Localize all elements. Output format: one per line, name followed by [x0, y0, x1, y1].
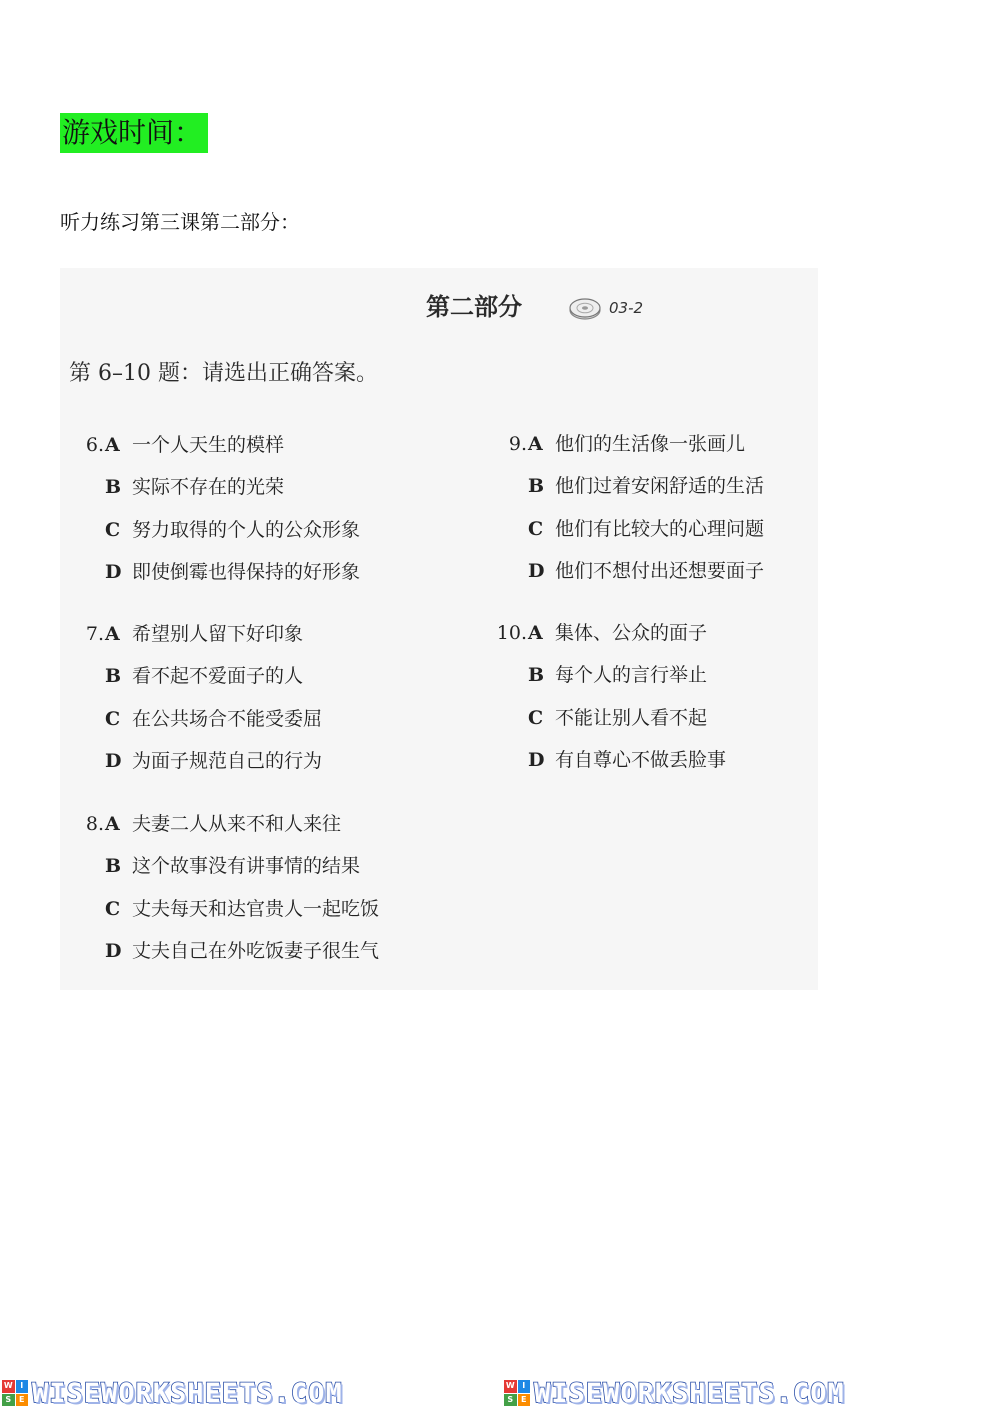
option-text: 丈夫每天和达官贵人一起吃饭 [132, 897, 380, 920]
option-letter: D [528, 749, 545, 772]
option-row [60, 706, 420, 748]
option-row [60, 748, 420, 790]
option-row [60, 474, 420, 516]
option-text: 一个人天生的模样 [132, 434, 285, 456]
option-letter: A [105, 434, 120, 456]
logo-letter: I [518, 1380, 531, 1393]
brand-watermark [504, 1378, 845, 1408]
option-text: 有自尊心不做丢脸事 [555, 749, 727, 772]
question-10 [483, 620, 843, 790]
option-row [60, 938, 420, 980]
option-row [483, 473, 843, 515]
option-letter: A [528, 622, 543, 644]
option-text: 他们的生活像一张画儿 [555, 433, 746, 455]
wiseworksheets-logo-icon [504, 1380, 530, 1406]
option-letter: C [105, 518, 121, 541]
option-row [483, 662, 843, 704]
question-9 [483, 431, 843, 601]
option-row [483, 558, 843, 600]
option-letter: A [105, 813, 120, 835]
option-text: 看不起不爱面子的人 [132, 665, 304, 688]
section-title: 第二部分 [426, 293, 522, 321]
option-letter: B [528, 664, 545, 687]
option-row [60, 559, 420, 601]
option-text: 不能让别人看不起 [555, 706, 708, 729]
logo-letter: E [518, 1394, 531, 1407]
option-text: 他们不想付出还想要面子 [555, 560, 765, 583]
option-letter: D [105, 561, 122, 584]
option-row [483, 620, 843, 662]
logo-letter: W [504, 1380, 517, 1393]
option-letter: D [105, 750, 122, 773]
question-number: 6. [85, 434, 104, 456]
option-text: 夫妻二人从来不和人来往 [132, 813, 342, 835]
option-letter: B [105, 476, 122, 499]
footer-watermark [0, 1372, 1000, 1413]
option-letter: A [528, 433, 543, 455]
option-letter: C [105, 897, 121, 920]
question-number: 8. [85, 813, 104, 835]
option-text: 实际不存在的光荣 [132, 476, 285, 499]
question-6 [60, 432, 420, 602]
option-letter: B [105, 665, 122, 688]
option-row [483, 705, 843, 747]
option-letter: B [105, 855, 122, 878]
logo-letter: I [16, 1380, 29, 1393]
game-time-heading: 游戏时间： [60, 113, 208, 153]
option-row [60, 517, 420, 559]
worksheet-scan [60, 268, 818, 990]
question-8 [60, 811, 420, 981]
option-letter: D [528, 560, 545, 583]
option-row [60, 663, 420, 705]
option-row [483, 431, 843, 473]
option-letter: C [528, 517, 544, 540]
option-text: 即使倒霉也得保持的好形象 [132, 561, 361, 584]
logo-letter: W [2, 1380, 15, 1393]
option-text: 这个故事没有讲事情的结果 [132, 855, 361, 878]
brand-text: WISEWORKSHEETS.COM [534, 1377, 845, 1409]
option-letter: A [105, 623, 120, 645]
brand-watermark [2, 1378, 343, 1408]
question-7 [60, 621, 420, 791]
option-letter: C [105, 707, 121, 730]
option-text: 集体、公众的面子 [555, 622, 708, 644]
question-number: 9. [508, 433, 527, 455]
brand-text: WISEWORKSHEETS.COM [32, 1377, 343, 1409]
option-letter: D [105, 940, 122, 963]
option-text: 他们过着安闲舒适的生活 [555, 475, 765, 498]
question-number: 7. [85, 623, 104, 645]
option-text: 丈夫自己在外吃饭妻子很生气 [132, 940, 380, 963]
option-letter: C [528, 706, 544, 729]
option-row [483, 516, 843, 558]
listening-practice-subtitle: 听力练习第三课第二部分： [60, 210, 300, 234]
option-text: 在公共场合不能受委屈 [132, 707, 323, 730]
question-number: 10. [496, 622, 527, 644]
option-letter: B [528, 475, 545, 498]
option-row [60, 853, 420, 895]
option-text: 为面子规范自己的行为 [132, 750, 323, 773]
option-row [60, 811, 420, 853]
option-text: 希望别人留下好印象 [132, 623, 304, 645]
logo-letter: S [2, 1394, 15, 1407]
logo-letter: E [16, 1394, 29, 1407]
wiseworksheets-logo-icon [2, 1380, 28, 1406]
instruction-text: 第 6–10 题：请选出正确答案。 [69, 361, 378, 386]
option-row [60, 896, 420, 938]
audio-track-number: 03-2 [609, 299, 644, 317]
option-text: 努力取得的个人的公众形象 [132, 518, 361, 541]
option-row [483, 747, 843, 789]
option-row [60, 432, 420, 474]
option-row [60, 621, 420, 663]
option-text: 他们有比较大的心理问题 [555, 517, 765, 540]
cd-icon [568, 295, 602, 321]
option-text: 每个人的言行举止 [555, 664, 708, 687]
logo-letter: S [504, 1394, 517, 1407]
